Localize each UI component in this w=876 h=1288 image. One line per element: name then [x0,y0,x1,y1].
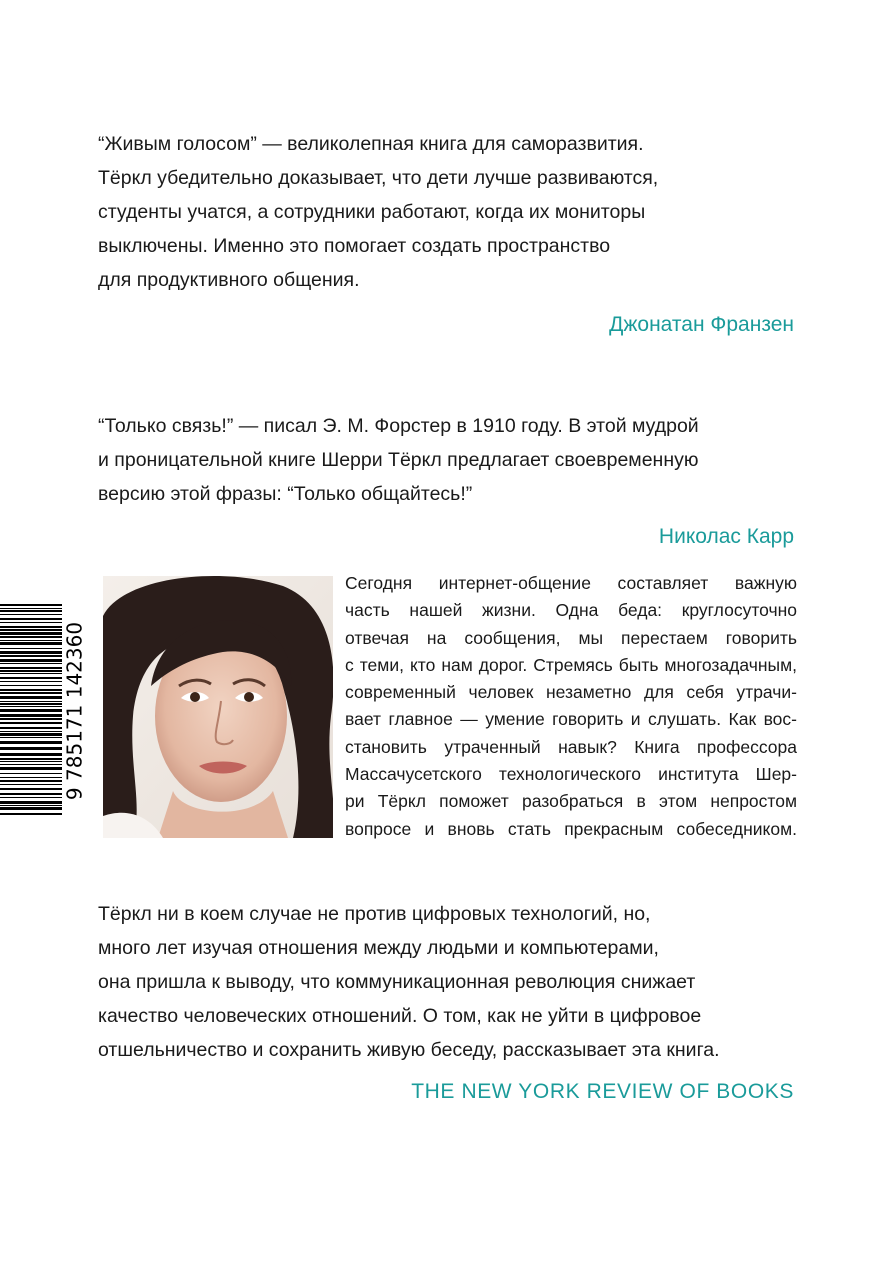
bio-line: с теми, кто нам дорог. Стремясь быть многозадачным, [345,654,797,675]
quote-nyrb [98,897,798,1067]
barcode-bar [0,767,62,770]
author-photo [103,576,333,838]
barcode-digits: 9 785171 142360 [62,621,86,801]
barcode-bar [0,681,62,682]
quote-line: много лет изучая отношения между людьми и компьютерами, [98,937,659,959]
quote-franzen [98,127,798,297]
quote-line: студенты учатся, а сотрудники работают, когда их мониторы [98,201,646,223]
barcode-bar [0,626,62,628]
barcode-bar [0,807,62,810]
barcode-bar [0,696,62,699]
barcode-bar [0,764,62,765]
barcode-bar [0,651,62,654]
barcode-bar [0,801,62,804]
barcode-bar [0,741,62,744]
quote-line: отшельничество и сохранить живую беседу, рассказывает эта книга. [98,1039,720,1061]
barcode-bar [0,761,62,762]
barcode-bar [0,670,62,672]
barcode-bar [0,673,62,674]
barcode-bar [0,805,62,806]
barcode-bar [0,773,62,774]
barcode-bar [0,793,62,795]
barcode-bar [0,784,62,785]
barcode-bar [0,788,62,790]
barcode-bar [0,608,62,609]
barcode-bar [0,655,62,657]
barcode-bar [0,629,62,631]
isbn-barcode [0,602,86,820]
barcode-bar [0,813,62,815]
quote-line: версию этой фразы: “Только общайтесь!” [98,483,473,505]
quote-line: Тёркл ни в коем случае не против цифровых технологий, но, [98,903,651,925]
barcode-bar [0,706,62,707]
quote-line: качество человеческих отношений. О том, как не уйти в цифровое [98,1005,702,1027]
barcode-bar [0,622,62,623]
barcode-bar [0,689,62,691]
barcode-bar [0,659,62,662]
quote-line: она пришла к выводу, что коммуникационная революция снижает [98,971,696,993]
barcode-bar [0,642,62,645]
barcode-bar [0,714,62,717]
barcode-bar [0,604,62,606]
quote-author-nyrb: THE NEW YORK REVIEW OF BOOKS [411,1080,794,1103]
barcode-bar [0,692,62,694]
bio-line: Сегодня интернет-общение составляет важную [345,573,797,593]
bio-line: часть нашей жизни. Одна беда: круглосуточно [345,600,797,621]
barcode-bar [0,753,62,756]
barcode-bar [0,727,62,729]
quote-line: выключены. Именно это помогает создать пространство [98,235,611,257]
barcode-bar [0,780,62,782]
quote-author-carr: Николас Карр [658,525,794,548]
barcode-bar [0,610,62,612]
barcode-bar [0,758,62,760]
barcode-bar [0,797,62,798]
barcode-bar [0,632,62,635]
bio-line: становить утраченный навык? Книга профессора [345,736,797,757]
barcode-bar [0,703,62,705]
barcode-bar [0,737,62,738]
bio-line: вопросе и вновь стать прекрасным собеседником. [345,818,797,839]
barcode-bar [0,733,62,736]
quote-line: Тёркл убедительно доказывает, что дети лучше развиваются, [98,167,659,189]
barcode-bar [0,663,62,664]
barcode-bar [0,709,62,712]
author-bio [345,570,797,843]
barcode-bar [0,685,62,686]
bio-line: Массачусетского технологического института Шер- [345,764,797,785]
barcode-bar [0,777,62,778]
barcode-bar [0,648,62,649]
barcode-bar [0,747,62,750]
quote-author-franzen: Джонатан Франзен [609,313,794,336]
quote-line: “Только связь!” — писал Э. М. Форстер в 1910 году. В этой мудрой [98,415,699,437]
quote-line: для продуктивного общения. [98,269,360,291]
quote-carr [98,409,798,511]
barcode-bar [0,677,62,679]
barcode-bar [0,731,62,732]
portrait-image [103,576,333,838]
quote-line: “Живым голосом” — великолепная книга для саморазвития. [98,133,644,155]
barcode-graphic [0,602,86,820]
barcode-bar [0,667,62,669]
bio-line: отвечая на сообщения, мы перестаем говорить [345,627,797,648]
bio-line: современный человек незаметно для себя утрачи- [345,682,797,703]
barcode-bar [0,640,62,641]
barcode-bar [0,636,62,638]
bio-line: ри Тёркл поможет разобраться в этом непростом [345,791,797,812]
bio-line: вает главное — умение говорить и слушать. Как вос- [345,709,797,730]
quote-line: и проницательной книге Шерри Тёркл предлагает своевременную [98,449,699,471]
barcode-bar [0,618,62,620]
barcode-bar [0,701,62,702]
barcode-bar [0,722,62,724]
barcode-bar [0,718,62,720]
barcode-bar [0,614,62,615]
